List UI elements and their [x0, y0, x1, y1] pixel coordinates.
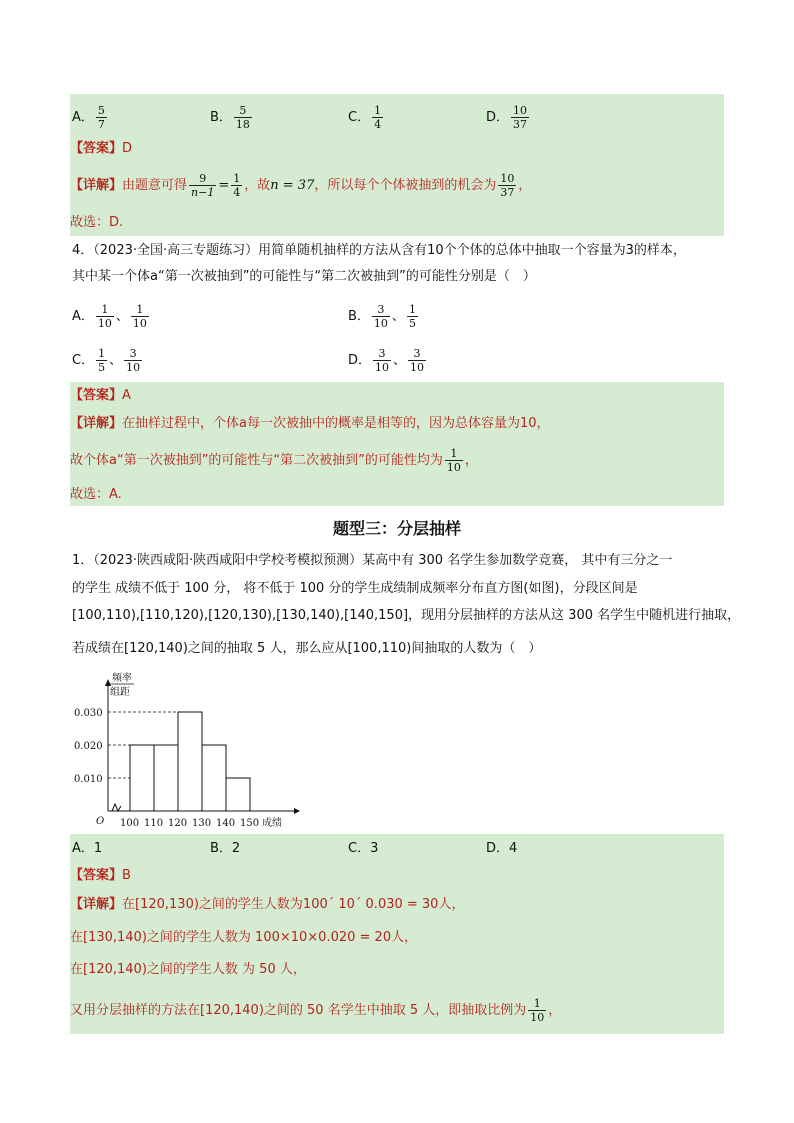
- x-tick-label: 120: [168, 818, 188, 829]
- q4-answer: [70, 386, 724, 406]
- q3-option-d: [486, 103, 531, 133]
- q1-detail-line2: [70, 928, 724, 948]
- q1-stem-line3: [100,110),[110,120),[120,130),[130,140),[140,150]，现用分层抽样的方法从这 300 名学生中随机进行抽取，: [72, 608, 741, 623]
- fraction: [131, 303, 149, 330]
- denominator: 5: [408, 317, 416, 330]
- option-letter: B．: [348, 309, 370, 324]
- q4-conclusion: 故选：A.: [70, 487, 122, 502]
- separator: 、: [393, 353, 407, 368]
- x-tick-label: 140: [216, 818, 236, 829]
- q3-answer: [70, 139, 724, 159]
- detail-text: 在[120,130)之间的学生人数为100´ 10´ 0.030 = 30人，: [122, 897, 465, 912]
- histogram-bar: [202, 745, 226, 811]
- option-letter: A．: [72, 110, 94, 125]
- q1-option-a: A．1: [72, 841, 103, 856]
- fraction: [408, 347, 426, 374]
- numerator: 1: [96, 303, 114, 317]
- denominator: 10: [446, 461, 461, 474]
- answer-value: D: [122, 141, 133, 156]
- y-axis-arrow: [105, 679, 111, 686]
- histogram-bar: [178, 712, 202, 811]
- q4-option-c: [72, 344, 144, 378]
- answer-tag: 【答案】: [70, 868, 123, 883]
- q4-options-row1: [70, 300, 724, 334]
- answer-value: B: [122, 868, 131, 883]
- q3-option-b: [210, 103, 254, 133]
- q3-option-a: [72, 103, 109, 133]
- q4-options-row2: [70, 344, 724, 378]
- y-axis-label-bottom: 组距: [110, 687, 130, 698]
- x-axis-arrow: [294, 808, 300, 814]
- denominator: 10: [373, 317, 388, 330]
- section-title: 题型三：分层抽样: [332, 519, 461, 538]
- q4-option-d: [348, 344, 428, 378]
- detail-text: 为 50 人，: [242, 962, 306, 977]
- numerator: 1: [374, 104, 382, 117]
- q3-options: [70, 103, 724, 133]
- origin-label: O: [96, 816, 105, 827]
- numerator: 3: [373, 347, 391, 361]
- detail-text: 在[130,140)之间的学生人数为: [70, 930, 251, 945]
- answer-value: A: [122, 388, 131, 403]
- detail-text: 100×10×0.020 = 20人，: [255, 930, 418, 945]
- x-tick-label: 150: [240, 818, 260, 829]
- separator: 、: [109, 353, 123, 368]
- option-letter: C．: [72, 353, 95, 368]
- numerator: 10: [513, 104, 528, 117]
- detail-text: ，: [464, 453, 478, 468]
- denominator: 10: [126, 361, 141, 374]
- fraction: [528, 997, 546, 1024]
- numerator: 1: [131, 303, 149, 317]
- denominator: 37: [513, 118, 528, 131]
- numerator: 1: [408, 303, 416, 316]
- detail-text: 在[120,140)之间的学生人数: [70, 962, 238, 977]
- numerator: 1: [528, 997, 546, 1011]
- denominator: 10: [530, 1011, 545, 1024]
- q4-stem-line1: 4．（2023·全国·高三专题练习）用简单随机抽样的方法从含有10个个体的总体中抽取一个容量为3的样本，: [72, 243, 686, 258]
- x-tick-label: 130: [192, 818, 212, 829]
- x-tick-label: 110: [144, 818, 164, 829]
- q4-detail-line2: [70, 444, 724, 478]
- q1-stem-line4: 若成绩在[120,140)之间的抽取 5 人，那么应从[100,110)间抽取的人数为（ ）: [72, 641, 542, 656]
- separator: 、: [391, 309, 405, 324]
- denominator: 4: [374, 118, 382, 131]
- q1-stem-line2: 的学生 成绩不低于 100 分， 将不低于 100 分的学生成绩制成频率分布直方图(如图)，分段区间是: [72, 581, 638, 596]
- q1-detail-line4: [70, 994, 724, 1028]
- fraction: [124, 347, 142, 374]
- q1-detail-line1: [70, 895, 724, 915]
- numerator: 5: [97, 104, 105, 117]
- denominator: 10: [132, 317, 147, 330]
- fraction: [96, 104, 107, 131]
- answer-tag: 【答案】: [70, 141, 123, 156]
- denominator: 4: [233, 186, 241, 199]
- fraction: [231, 172, 242, 199]
- q1-option-b: B．2: [210, 841, 241, 856]
- numerator: 1: [445, 447, 463, 461]
- histogram-layer: [74, 671, 300, 829]
- option-letter: D．: [486, 110, 510, 125]
- fraction: [372, 303, 390, 330]
- denominator: 5: [98, 361, 106, 374]
- q4-option-a: [72, 300, 151, 334]
- math-expression: n = 37: [270, 178, 315, 193]
- denominator: 10: [410, 361, 425, 374]
- q4-stem-line2: 其中某一个体a“第一次被抽到”的可能性与“第二次被抽到”的可能性分别是（ ）: [72, 269, 536, 284]
- denominator: 7: [97, 118, 105, 131]
- fraction: [373, 347, 391, 374]
- detail-text: 又用分层抽样的方法在[120,140)之间的 50 名学生中抽取 5 人，即抽取比例为: [70, 1003, 527, 1018]
- numerator: 10: [500, 172, 515, 185]
- numerator: 3: [372, 303, 390, 317]
- denominator: n−1: [191, 186, 215, 199]
- detail-tag: 【详解】: [70, 178, 123, 193]
- histogram-bar: [226, 778, 250, 811]
- detail-text: 在抽样过程中，个体a每一次被抽中的概率是相等的，因为总体容量为10，: [122, 416, 550, 431]
- denominator: 37: [500, 186, 515, 199]
- y-tick-label: 0.010: [74, 774, 103, 785]
- denominator: 18: [235, 118, 250, 131]
- numerator: 1: [233, 172, 241, 185]
- detail-text: ，故: [244, 178, 271, 193]
- x-tick-label: 100: [120, 818, 140, 829]
- numerator: 5: [234, 104, 252, 118]
- numerator: 1: [98, 347, 106, 360]
- axis-break: [112, 804, 121, 811]
- fraction: [96, 347, 107, 374]
- fraction: [511, 104, 529, 131]
- q3-detail: [70, 170, 724, 202]
- detail-tag: 【详解】: [70, 416, 123, 431]
- frequency-histogram: [72, 670, 300, 830]
- fraction: [498, 172, 516, 199]
- histogram-bar: [154, 745, 178, 811]
- option-letter: B．: [210, 110, 232, 125]
- q4-detail-line1: [70, 414, 724, 434]
- numerator: 3: [124, 347, 142, 361]
- detail-text: 故个体a“第一次被抽到”的可能性与“第二次被抽到”的可能性均为: [70, 453, 443, 468]
- option-letter: A．: [72, 309, 94, 324]
- y-tick-label: 0.030: [74, 708, 103, 719]
- q1-option-c: C．3: [348, 841, 379, 856]
- numerator: 9: [189, 172, 216, 186]
- q4-option-b: [348, 300, 420, 334]
- denominator: 10: [375, 361, 390, 374]
- q1-option-d: D．4: [486, 841, 518, 856]
- x-axis-label: 成绩: [262, 818, 282, 829]
- option-letter: C．: [348, 110, 371, 125]
- y-tick-label: 0.020: [74, 741, 103, 752]
- option-letter: D．: [348, 353, 372, 368]
- detail-text: ，: [548, 1003, 562, 1018]
- fraction: [445, 447, 463, 474]
- q3-conclusion: 故选：D.: [70, 215, 124, 230]
- fraction: [96, 303, 114, 330]
- equals-sign: =: [218, 178, 230, 193]
- q1-detail-line3: [70, 960, 724, 980]
- q1-stem-line1: 1．（2023·陕西咸阳·陕西咸阳中学校考模拟预测）某高中有 300 名学生参加数学竞赛， 其中有三分之一: [72, 553, 673, 568]
- denominator: 10: [97, 317, 112, 330]
- detail-text: ，: [518, 178, 532, 193]
- numerator: 3: [408, 347, 426, 361]
- y-axis-label-top: 频率: [112, 673, 132, 684]
- fraction: [234, 104, 252, 131]
- fraction: [189, 172, 216, 199]
- answer-tag: 【答案】: [70, 388, 123, 403]
- detail-text: 由题意可得: [122, 178, 188, 193]
- q1-answer: [70, 866, 724, 886]
- q3-option-c: [348, 103, 385, 133]
- fraction: [372, 104, 383, 131]
- separator: 、: [115, 309, 129, 324]
- q1-options: [70, 839, 724, 859]
- detail-tag: 【详解】: [70, 897, 123, 912]
- fraction: [407, 303, 418, 330]
- detail-text: ，所以每个个体被抽到的机会为: [314, 178, 497, 193]
- histogram-bar: [130, 745, 154, 811]
